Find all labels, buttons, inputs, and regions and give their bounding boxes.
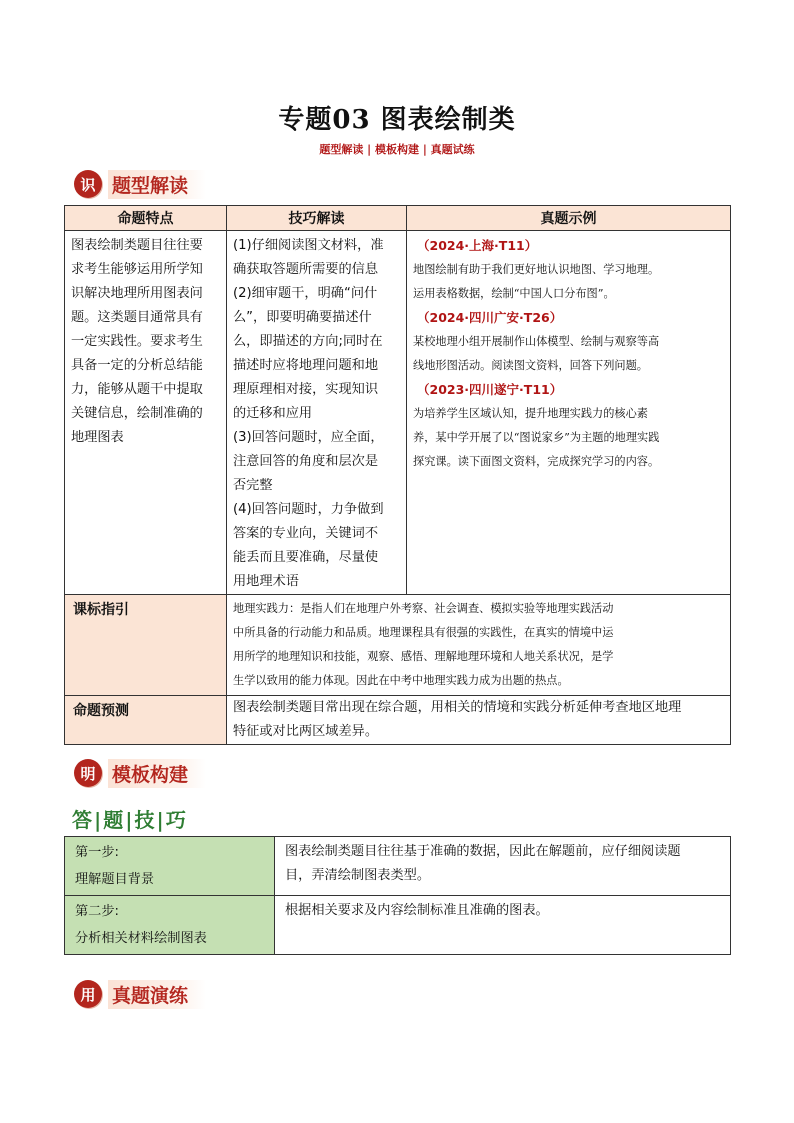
skills-line: 么，即描述的方向;同时在 (233, 334, 383, 349)
skills-line: (2)细审题干，明确“问什 (233, 286, 378, 301)
guide-line: 生学以致用的能力体现。因此在中考中地理实践力成为出题的热点。 (233, 674, 569, 687)
predict-cell (227, 696, 731, 745)
example-source-tag: （2023·四川遂宁·T11） (417, 382, 563, 397)
skills-line: (4)回答问题时，力争做到 (233, 502, 384, 517)
example-line: 探究课。读下面图文资料，完成探究学习的内容。 (413, 455, 660, 468)
example-line: 为培养学生区域认知，提升地理实践力的核心素 (413, 407, 648, 420)
example-line: 地图绘制有助于我们更好地认识地图、学习地理。 (413, 263, 660, 276)
features-line: 图表绘制类题目往往要 (71, 238, 203, 253)
guide-text (227, 595, 730, 695)
example-source-tag: （2024·上海·T11） (417, 238, 538, 253)
skills-line: 能丢而且要准确，尽量使 (233, 550, 379, 565)
skills-line: 否完整 (233, 478, 273, 493)
features-line: 关键信息，绘制准确的 (71, 406, 203, 421)
example-line: 运用表格数据，绘制“中国人口分布图”。 (413, 287, 615, 300)
section-title: 真题演练 (108, 980, 206, 1009)
step-name: 分析相关材料绘制图表 (75, 931, 207, 946)
section-title: 模板构建 (108, 759, 206, 788)
step-desc-cell (275, 837, 731, 896)
skills-line: 描述时应将地理问题和地 (233, 358, 379, 373)
examples-list (407, 231, 730, 474)
step-number: 第一步: (75, 845, 120, 860)
page-subtitle: 题型解读 | 模板构建 | 真题试练 (319, 143, 475, 156)
example-line: 养，某中学开展了以“图说家乡”为主题的地理实践 (413, 431, 660, 444)
steps-table (64, 836, 731, 955)
examples-cell (407, 231, 731, 595)
step-number: 第二步: (75, 904, 120, 919)
skills-line: 答案的专业向，关键词不 (233, 526, 379, 541)
features-line: 求考生能够运用所学知 (71, 262, 203, 277)
header-examples: 真题示例 (407, 206, 731, 231)
skills-line: 确获取答题所需要的信息 (233, 262, 379, 277)
step-desc-line: 目，弄清绘制图表类型。 (285, 868, 431, 883)
tips-heading: 答|题|技|巧 (72, 808, 188, 832)
example-source-tag: （2024·四川广安·T26） (417, 310, 563, 325)
guide-line: 地理实践力：是指人们在地理户外考察、社会调查、模拟实验等地理实践活动 (233, 602, 614, 615)
section-heading-template (74, 757, 206, 789)
predict-label-cell (65, 696, 227, 745)
predict-line: 图表绘制类题目常出现在综合题，用相关的情境和实践分析延伸考查地区地理 (233, 700, 682, 715)
predict-text (227, 696, 730, 744)
guide-line: 中所具备的行动能力和品质。地理课程具有很强的实践性，在真实的情境中运 (233, 626, 614, 639)
skills-line: (1)仔细阅读图文材料，准 (233, 238, 384, 253)
features-line: 题。这类题目通常具有 (71, 310, 203, 325)
section-badge: 识 (74, 170, 102, 198)
skills-line: 理原理相对接，实现知识 (233, 382, 379, 397)
interpretation-table (64, 205, 731, 745)
guide-label-cell (65, 595, 227, 696)
skills-line: 么”，即要明确要描述什 (233, 310, 372, 325)
page-title: 专题03 图表绘制类 (278, 105, 516, 135)
section-badge: 用 (74, 980, 102, 1008)
step-cell (65, 837, 275, 896)
skills-line: (3)回答问题时，应全面， (233, 430, 384, 445)
skills-line: 的迁移和应用 (233, 406, 313, 421)
section-title: 题型解读 (108, 170, 206, 199)
step-desc-cell (275, 896, 731, 955)
guide-line: 用所学的地理知识和技能，观察、感悟、理解地理环境和人地关系状况，是学 (233, 650, 614, 663)
skills-line: 注意回答的角度和层次是 (233, 454, 379, 469)
step-desc-line: 根据相关要求及内容绘制标准且准确的图表。 (285, 903, 549, 918)
section-heading-interpretation (74, 168, 206, 200)
section-heading-practice (74, 978, 206, 1010)
skills-text (227, 231, 406, 594)
skills-line: 用地理术语 (233, 574, 299, 589)
header-skills: 技巧解读 (227, 206, 407, 231)
features-cell (65, 231, 227, 595)
guide-label: 课标指引 (73, 602, 129, 618)
features-line: 地理图表 (71, 430, 124, 445)
step-cell (65, 896, 275, 955)
header-features: 命题特点 (65, 206, 227, 231)
features-line: 一定实践性。要求考生 (71, 334, 203, 349)
features-line: 具备一定的分析总结能 (71, 358, 203, 373)
step-name: 理解题目背景 (75, 872, 155, 887)
predict-line: 特征或对比两区域差异。 (233, 724, 379, 739)
features-line: 识解决地理所用图表问 (71, 286, 203, 301)
features-text (65, 231, 226, 450)
example-line: 某校地理小组开展制作山体模型、绘制与观察等高 (413, 335, 660, 348)
example-line: 线地形图活动。阅读图文资料，回答下列问题。 (413, 359, 648, 372)
features-line: 力，能够从题干中提取 (71, 382, 203, 397)
step-desc-line: 图表绘制类题目往往基于准确的数据，因此在解题前，应仔细阅读题 (285, 844, 681, 859)
guide-cell (227, 595, 731, 696)
skills-cell (227, 231, 407, 595)
predict-label: 命题预测 (73, 703, 129, 719)
section-badge: 明 (74, 759, 102, 787)
